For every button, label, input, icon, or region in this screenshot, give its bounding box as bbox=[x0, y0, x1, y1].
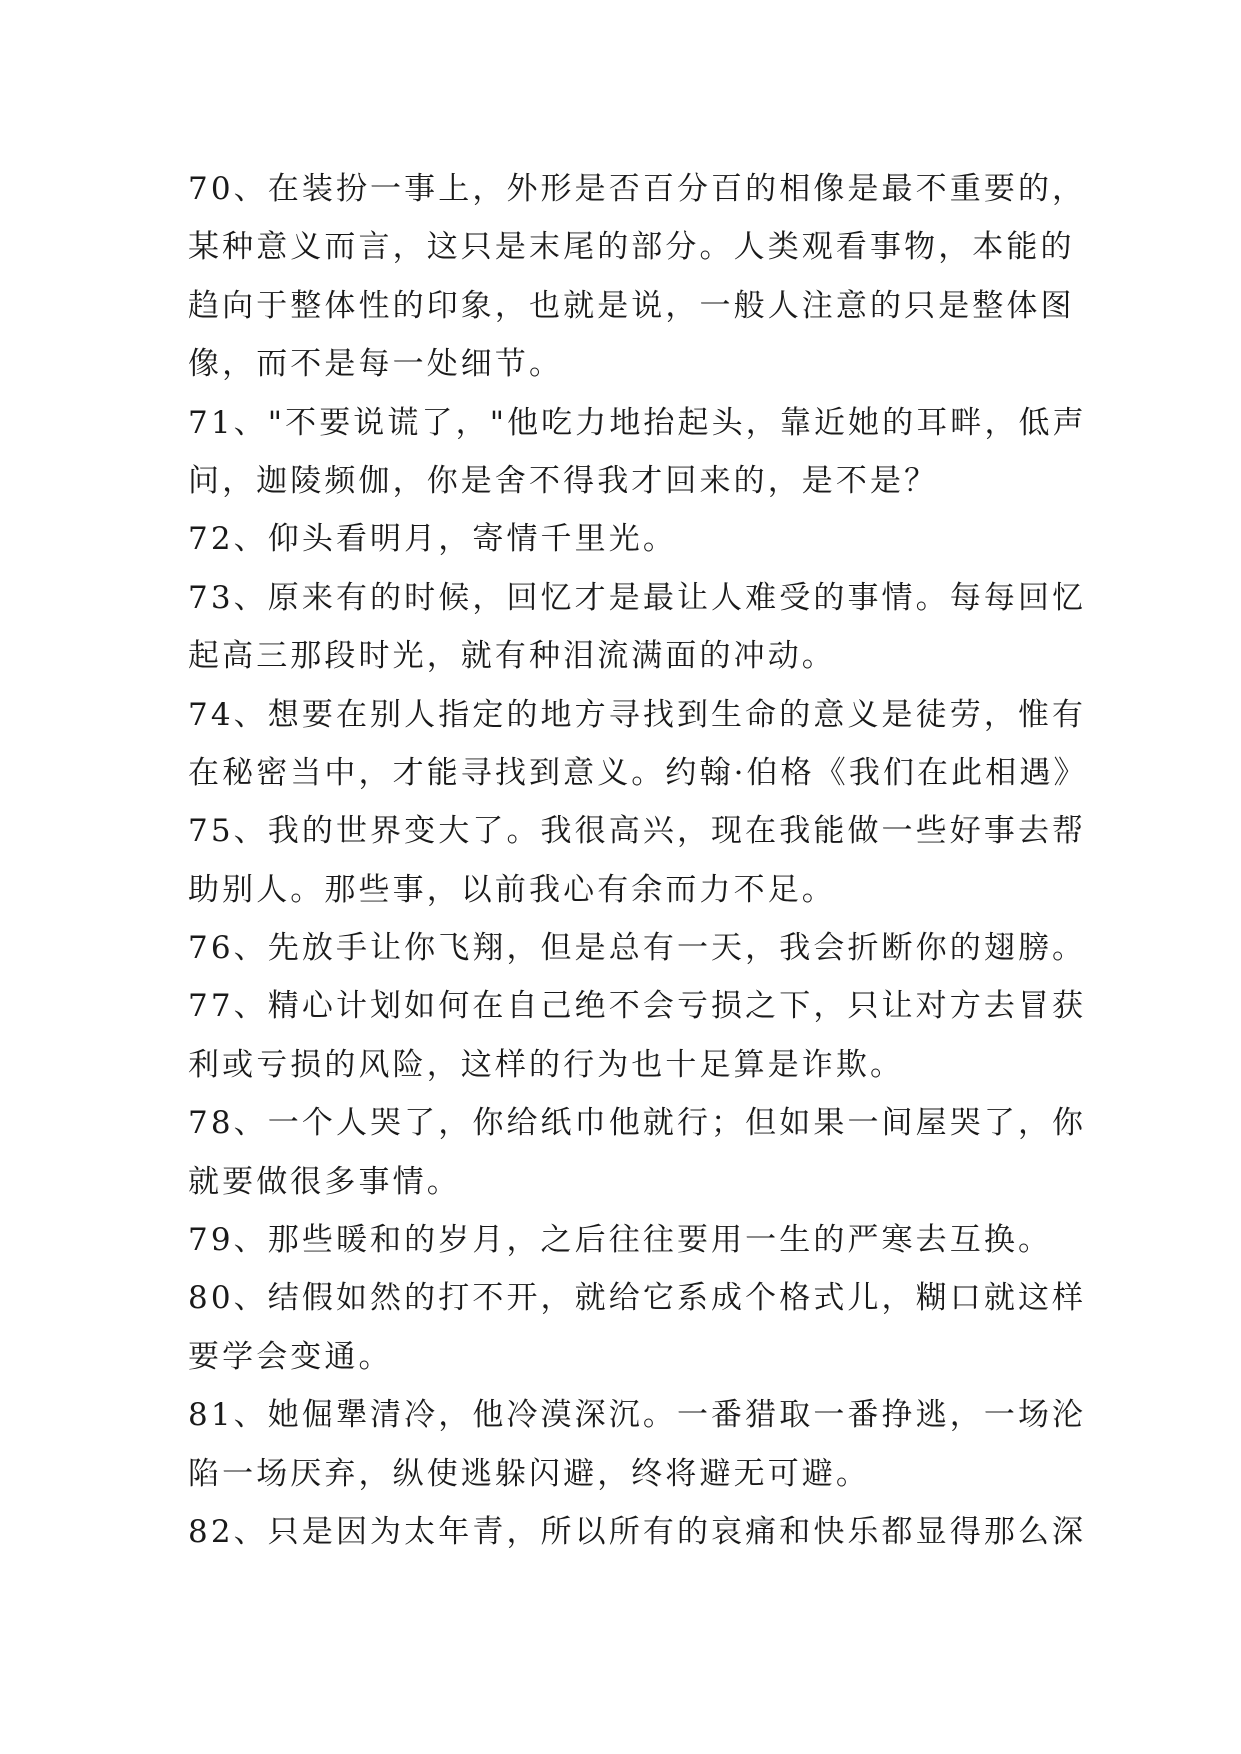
text-line: 就要做很多事情。 bbox=[188, 1163, 461, 1200]
text-line: 助别人。那些事，以前我心有余而力不足。 bbox=[188, 871, 836, 908]
text-line: 像，而不是每一处细节。 bbox=[188, 346, 564, 383]
text-line: 71、"不要说谎了，"他吃力地抬起头，靠近她的耳畔，低声 bbox=[188, 404, 1087, 441]
text-line: 某种意义而言，这只是末尾的部分。人类观看事物，本能的 bbox=[188, 229, 1075, 266]
document-body bbox=[188, 160, 1088, 1561]
text-line: 在秘密当中，才能寻找到意义。约翰·伯格《我们在此相遇》 bbox=[188, 754, 1088, 791]
text-line: 78、一个人哭了，你给纸巾他就行；但如果一间屋哭了，你 bbox=[188, 1105, 1087, 1142]
text-line: 问，迦陵频伽，你是舍不得我才回来的，是不是？ bbox=[188, 462, 939, 499]
text-line: 要学会变通。 bbox=[188, 1338, 393, 1375]
text-line: 陷一场厌弃，纵使逃躲闪避，终将避无可避。 bbox=[188, 1455, 870, 1492]
text-line: 80、结假如然的打不开，就给它系成个格式儿，糊口就这样 bbox=[188, 1280, 1087, 1317]
text-line: 起高三那段时光，就有种泪流满面的冲动。 bbox=[188, 638, 836, 675]
text-line: 74、想要在别人指定的地方寻找到生命的意义是徒劳，惟有 bbox=[188, 696, 1087, 733]
text-line: 77、精心计划如何在自己绝不会亏损之下，只让对方去冒获 bbox=[188, 988, 1087, 1025]
text-line: 70、在装扮一事上，外形是否百分百的相像是最不重要的， bbox=[188, 171, 1087, 207]
text-line: 76、先放手让你飞翔，但是总有一天，我会折断你的翅膀。 bbox=[188, 930, 1087, 967]
text-line: 79、那些暖和的岁月，之后往往要用一生的严寒去互换。 bbox=[188, 1222, 1053, 1259]
text-line: 趋向于整体性的印象，也就是说，一般人注意的只是整体图 bbox=[188, 287, 1075, 324]
text-line: 82、只是因为太年青，所以所有的哀痛和快乐都显得那么深 bbox=[188, 1513, 1087, 1550]
text-line: 75、我的世界变大了。我很高兴，现在我能做一些好事去帮 bbox=[188, 813, 1087, 850]
text-line: 81、她倔犟清冷，他冷漠深沉。一番猎取一番挣逃，一场沦 bbox=[188, 1397, 1087, 1434]
text-line: 72、仰头看明月，寄情千里光。 bbox=[188, 521, 677, 558]
text-line: 利或亏损的风险，这样的行为也十足算是诈欺。 bbox=[188, 1046, 905, 1083]
text-line: 73、原来有的时候，回忆才是最让人难受的事情。每每回忆 bbox=[188, 579, 1087, 616]
